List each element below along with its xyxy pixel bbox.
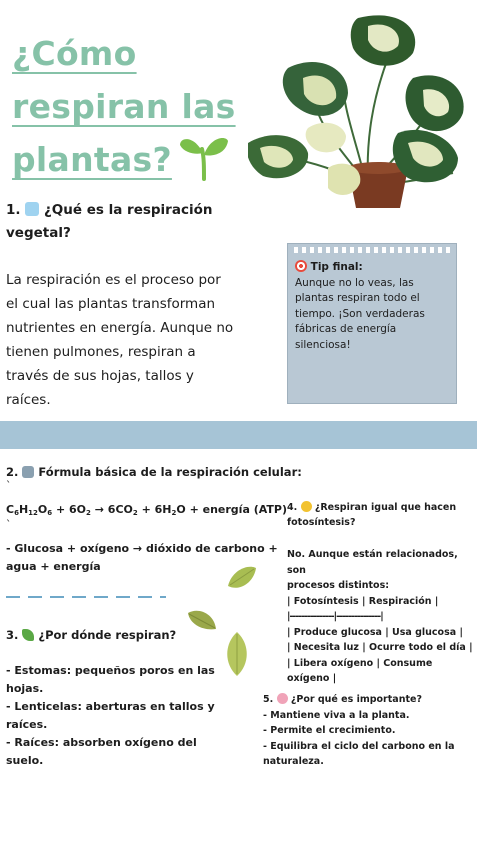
section3-heading: 3. ¿Por dónde respiran? xyxy=(6,628,177,642)
brain-icon xyxy=(277,693,288,704)
section5-heading: 5. ¿Por qué es importante? xyxy=(263,694,422,705)
herb-icon xyxy=(22,629,34,641)
target-icon xyxy=(295,260,307,272)
tip-card xyxy=(287,243,457,404)
chemical-formula: $C_6H_{12}O_6 + 6O_2 \to 6CO_2 + 6H_2O$ + energía (ATP) xyxy=(6,503,287,517)
tip-text: Tip final: Aunque no lo veas, las plantas respiran todo el tiempo. ¡Son verdaderas fábricas de energía silenciosa! xyxy=(295,261,425,351)
section4-body: No. Aunque están relacionados, son procesos distintos: | Fotosíntesis | Respiración | |---------------|---------------| | Produce glucosa | Usa glucosa | | Necesita luz | Ocurre todo el día | | Libera oxígeno | Consume oxígeno | xyxy=(287,547,475,687)
monstera-plant-illustration xyxy=(248,8,470,213)
section1-body: La respiración es el proceso por el cual las plantas transforman nutrientes en energía. Aunque no tienen pulmones, respiran a través de sus hojas, tallos y raíces. xyxy=(6,272,234,408)
leaf-icon xyxy=(226,564,258,592)
microscope-icon xyxy=(22,466,34,478)
section3-list: - Estomas: pequeños poros en las hojas. - Lenticelas: aberturas en tallos y raíces. - Raíces: absorben oxígeno del suelo. xyxy=(6,664,215,767)
sun-icon xyxy=(301,501,312,512)
title-line-2: respiran las xyxy=(12,87,236,126)
seedling-icon xyxy=(178,131,230,181)
section2-explanation: - Glucosa + oxígeno → dióxido de carbono + agua + energía xyxy=(6,542,278,573)
wind-icon xyxy=(25,202,39,216)
notebook-holes xyxy=(294,247,450,253)
dashed-divider xyxy=(6,596,166,598)
backtick-2: ` xyxy=(6,519,12,531)
comparison-table: | Fotosíntesis | Respiración | |---------------|---------------| | Produce glucosa | Usa glucosa | | Necesita luz | Ocurre todo el día | | Libera oxígeno | Consume oxígeno | xyxy=(287,595,473,684)
section1-heading-cont: vegetal? xyxy=(6,225,71,241)
leaf-icon xyxy=(186,607,218,633)
backtick-1: ` xyxy=(6,480,12,492)
section4-heading: 4. ¿Respiran igual que hacen fotosíntesis? xyxy=(287,502,457,528)
title-line-1: ¿Cómo xyxy=(12,34,137,73)
section1-heading: 1. ¿Qué es la respiración xyxy=(6,202,213,218)
divider-band xyxy=(0,421,477,449)
section2-heading: 2. Fórmula básica de la respiración celular: xyxy=(6,465,302,479)
title-line-3: plantas? xyxy=(12,140,172,179)
section5: 5. ¿Por qué es importante? - Mantiene viva a la planta. - Permite el crecimiento. - Equilibra el ciclo del carbono en la naturaleza. xyxy=(263,692,468,770)
